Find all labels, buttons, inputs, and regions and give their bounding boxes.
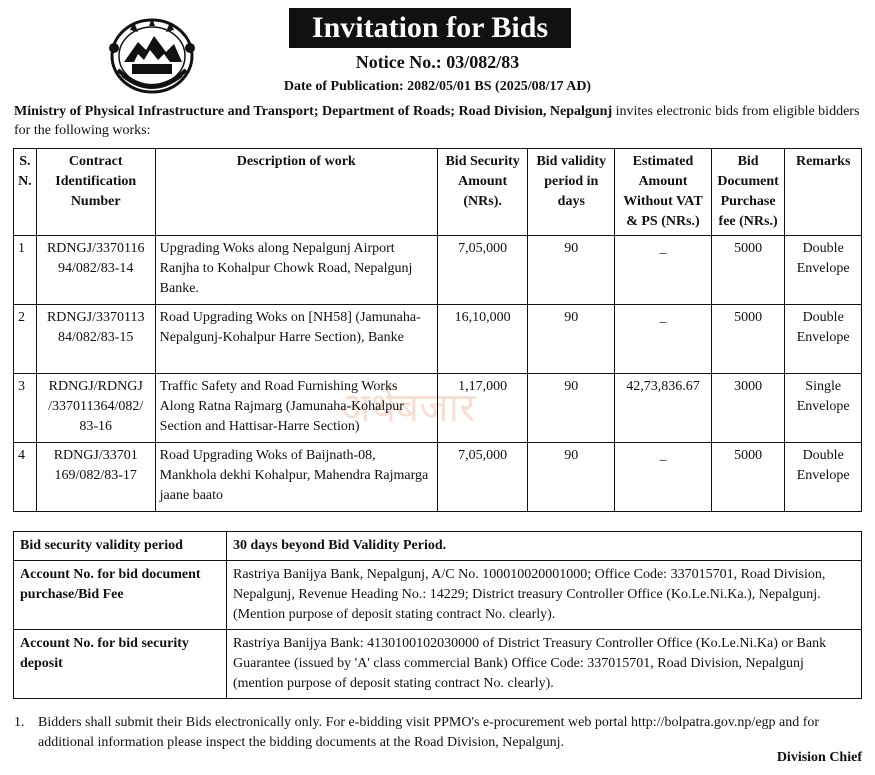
publication-date: Date of Publication: 2082/05/01 BS (2025/08/17 AD) xyxy=(283,79,592,94)
row-bid-validity: 90 xyxy=(528,236,615,305)
header-contract-id: Contract Identification Number xyxy=(36,149,155,236)
row-contract-id: RDNGJ/3370113 84/082/83-15 xyxy=(36,305,155,374)
info-value-bid-fee-account: Rastriya Banijya Bank, Nepalgunj, A/C No. 100010020001000; Office Code: 337015701, Road Division, Nepalgunj, Revenue Heading No.: 14229; District treasury Controller Office (Ko.Le.Ni.Ka.), Nepalgunj. (Mention purpose of deposit stating contract No. clearly). xyxy=(227,561,862,630)
row-sn: 2 xyxy=(14,305,37,374)
header-description: Description of work xyxy=(155,149,437,236)
row-doc-fee: 3000 xyxy=(711,374,785,443)
info-label-security-account: Account No. for bid security deposit xyxy=(14,630,227,699)
row-sn: 3 xyxy=(14,374,37,443)
row-contract-id: RDNGJ/3370116 94/082/83-14 xyxy=(36,236,155,305)
page-title: Invitation for Bids xyxy=(289,8,571,48)
bid-info-table xyxy=(13,531,862,699)
row-estimated-amount: 42,73,836.67 xyxy=(615,374,712,443)
table-row xyxy=(14,305,862,374)
table-row xyxy=(14,443,862,512)
footnote-text: Bidders shall submit their Bids electronically only. For e-bidding visit PPMO's e-procurement web portal http://bolpatra.gov.np/egp and for additional information please inspect the bidding documents at the Road Division, Nepalgunj. xyxy=(38,715,820,750)
row-bid-security: 1,17,000 xyxy=(437,374,528,443)
issuer-name: Ministry of Physical Infrastructure and Transport; Department of Roads; Road Division, Nepalgunj xyxy=(14,104,613,119)
table-row xyxy=(14,236,862,305)
header-bid-security: Bid Security Amount (NRs). xyxy=(437,149,528,236)
info-label-bid-fee-account: Account No. for bid document purchase/Bid Fee xyxy=(14,561,227,630)
footnote xyxy=(14,713,864,753)
row-sn: 1 xyxy=(14,236,37,305)
signature-title: Division Chief xyxy=(776,750,862,765)
notice-number: Notice No.: 03/082/83 xyxy=(355,52,520,72)
row-bid-validity: 90 xyxy=(528,374,615,443)
intro-text: invites electronic bids from eligible bidders for the following works: xyxy=(14,104,860,138)
info-row xyxy=(14,532,862,561)
row-bid-security: 16,10,000 xyxy=(437,305,528,374)
row-remarks: Double Envelope xyxy=(785,443,862,512)
header-bid-validity: Bid validity period in days xyxy=(528,149,615,236)
row-contract-id: RDNGJ/33701 169/082/83-17 xyxy=(36,443,155,512)
info-row xyxy=(14,561,862,630)
row-doc-fee: 5000 xyxy=(711,305,785,374)
row-remarks: Single Envelope xyxy=(785,374,862,443)
works-table xyxy=(13,148,862,512)
row-bid-validity: 90 xyxy=(528,443,615,512)
table-row xyxy=(14,374,862,443)
intro-paragraph xyxy=(14,102,864,140)
info-value-validity: 30 days beyond Bid Validity Period. xyxy=(227,532,862,561)
row-estimated-amount: _ xyxy=(615,443,712,512)
row-doc-fee: 5000 xyxy=(711,236,785,305)
info-value-security-account: Rastriya Banijya Bank: 4130100102030000 of District Treasury Controller Office (Ko.Le.Ni.Ka) or Bank Guarantee (issued by 'A' class commercial Bank) Office Code: 337015701, Road Division, Nepalgunj (mention purpose of deposit stating contract No. clearly). xyxy=(227,630,862,699)
row-sn: 4 xyxy=(14,443,37,512)
row-estimated-amount: _ xyxy=(615,236,712,305)
row-description: Upgrading Woks along Nepalgunj Airport Ranjha to Kohalpur Chowk Road, Nepalgunj Banke. xyxy=(155,236,437,305)
row-contract-id: RDNGJ/RDNGJ /337011364/082/ 83-16 xyxy=(36,374,155,443)
header-remarks: Remarks xyxy=(785,149,862,236)
row-description: Traffic Safety and Road Furnishing Works Along Ratna Rajmarg (Jamunaha-Kohalpur Section and Hattisar-Harre Section) xyxy=(155,374,437,443)
row-description: Road Upgrading Woks of Baijnath-08, Mankhola dekhi Kohalpur, Mahendra Rajmarga jaane baato xyxy=(155,443,437,512)
row-bid-validity: 90 xyxy=(528,305,615,374)
row-remarks: Double Envelope xyxy=(785,305,862,374)
watermark: अर्थबजार xyxy=(340,385,476,431)
header-sn: S. N. xyxy=(14,149,37,236)
header-doc-fee: Bid Document Purchase fee (NRs.) xyxy=(711,149,785,236)
footnote-number: 1. xyxy=(14,715,25,730)
row-bid-security: 7,05,000 xyxy=(437,236,528,305)
header-estimated-amount: Estimated Amount Without VAT & PS (NRs.) xyxy=(615,149,712,236)
info-row xyxy=(14,630,862,699)
row-estimated-amount: _ xyxy=(615,305,712,374)
row-bid-security: 7,05,000 xyxy=(437,443,528,512)
row-description: Road Upgrading Woks on [NH58] (Jamunaha-Nepalgunj-Kohalpur Harre Section), Banke xyxy=(155,305,437,374)
row-remarks: Double Envelope xyxy=(785,236,862,305)
info-label-validity: Bid security validity period xyxy=(14,532,227,561)
row-doc-fee: 5000 xyxy=(711,443,785,512)
table-header-row xyxy=(14,149,862,236)
